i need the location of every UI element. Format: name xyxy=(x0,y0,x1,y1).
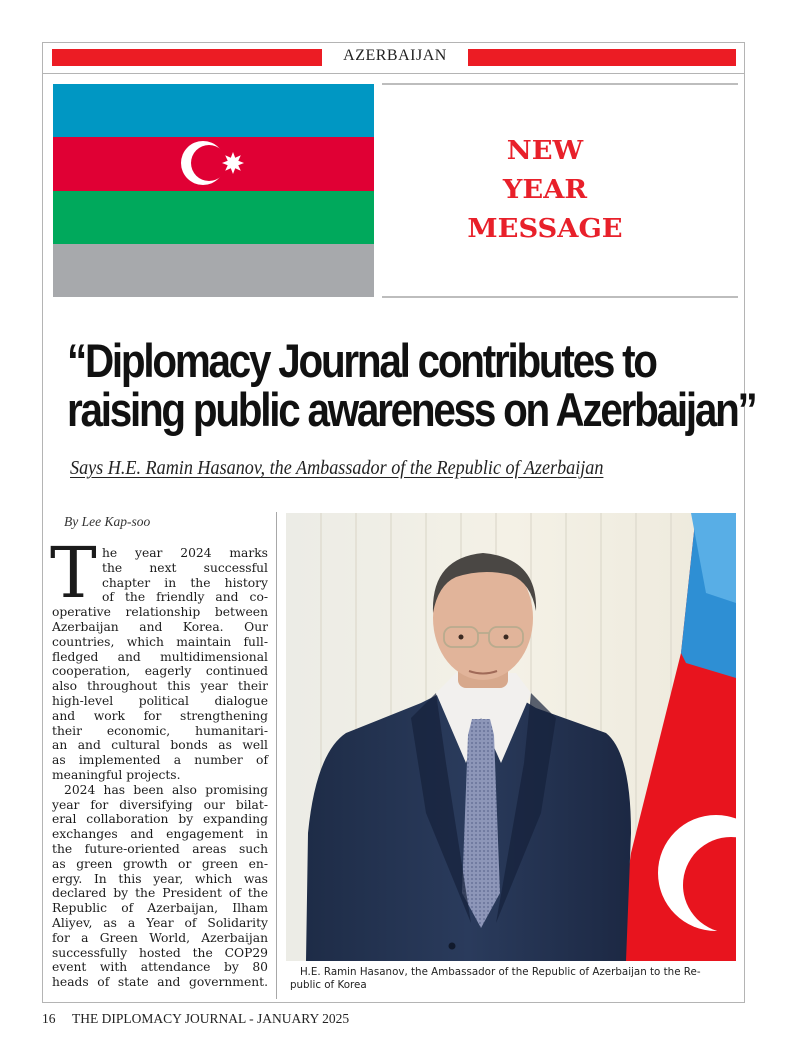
tie xyxy=(462,719,500,928)
body-line: year for diversifying our bilat- xyxy=(52,797,268,812)
page-footer xyxy=(42,1011,349,1027)
body-line: countries, which maintain full- xyxy=(52,634,268,649)
azerbaijan-flag-image xyxy=(53,84,374,297)
body-line: Aliyev, as a Year of Solidarity xyxy=(52,915,268,930)
caption-line: H.E. Ramin Hasanov, the Ambassador of the Republic of Azerbaijan to the Re- xyxy=(300,966,701,978)
body-line: of the friendly and co- xyxy=(102,590,268,605)
feature-label-line: NEW xyxy=(506,136,584,166)
body-line: as implemented a number of xyxy=(52,753,268,768)
publication-title: THE DIPLOMACY JOURNAL - JANUARY 2025 xyxy=(72,1011,350,1026)
body-line: operative relationship between xyxy=(52,605,268,620)
caption-line: public of Korea xyxy=(290,978,367,991)
body-line: high-level political dialogue xyxy=(52,693,268,708)
body-line: eral collaboration by expanding xyxy=(52,812,268,827)
body-line: also throughout this year their xyxy=(52,679,268,694)
body-line: meaningful projects. xyxy=(52,767,181,782)
ambassador-portrait-photo xyxy=(286,513,736,961)
article-body xyxy=(50,532,268,990)
feature-box-top-rule xyxy=(382,83,738,85)
column-divider xyxy=(276,512,277,999)
headline-line: raising public awareness on Azerbaijan” xyxy=(67,383,756,436)
byline: By Lee Kap-soo xyxy=(64,514,151,529)
section-bar-left xyxy=(52,49,322,66)
body-line: event with attendance by 80 xyxy=(52,960,268,975)
section-label: AZERBAIJAN xyxy=(343,47,447,64)
body-line: 2024 has been also promising xyxy=(64,782,268,797)
body-line: Republic of Azerbaijan, Ilham xyxy=(52,901,268,916)
article-subtitle: Says H.E. Ramin Hasanov, the Ambassador of the Republic of Azerbaijan xyxy=(70,458,604,479)
body-line: declared by the President of the xyxy=(52,886,268,901)
body-line: cooperation, eagerly continued xyxy=(52,664,268,679)
section-bar-right xyxy=(468,49,736,66)
crescent-star-icon xyxy=(53,84,374,297)
body-line: heads of state and government. xyxy=(52,975,268,990)
headline-line: “Diplomacy Journal contributes to xyxy=(67,334,656,387)
drop-cap: T xyxy=(50,532,97,614)
body-line: an and cultural bonds as well xyxy=(52,738,268,753)
body-line: as green growth or green en- xyxy=(52,856,268,871)
body-line: he year 2024 marks xyxy=(102,546,268,560)
body-line: exchanges and engagement in xyxy=(52,827,268,842)
body-line: for a Green World, Azerbaijan xyxy=(52,930,268,945)
feature-box-bottom-rule xyxy=(382,296,738,298)
body-line: the future-oriented areas such xyxy=(52,841,268,856)
body-line: ergy. In this year, which was xyxy=(52,871,268,886)
page-number: 16 xyxy=(42,1011,56,1026)
feature-label-line: MESSAGE xyxy=(467,214,623,244)
photo-caption xyxy=(290,966,738,991)
body-line: and work for strengthening xyxy=(52,708,268,723)
feature-label-line: YEAR xyxy=(502,175,588,205)
feature-label xyxy=(382,132,708,249)
article-headline xyxy=(67,334,756,436)
body-line: their economic, humanitari- xyxy=(52,723,268,738)
header-divider xyxy=(42,73,745,74)
body-line: successfully hosted the COP29 xyxy=(52,945,268,960)
body-line: chapter in the history xyxy=(102,575,268,590)
body-line: the next successful xyxy=(102,560,268,575)
body-line: fledged and multidimensional xyxy=(52,649,268,664)
body-line: Azerbaijan and Korea. Our xyxy=(52,619,268,634)
